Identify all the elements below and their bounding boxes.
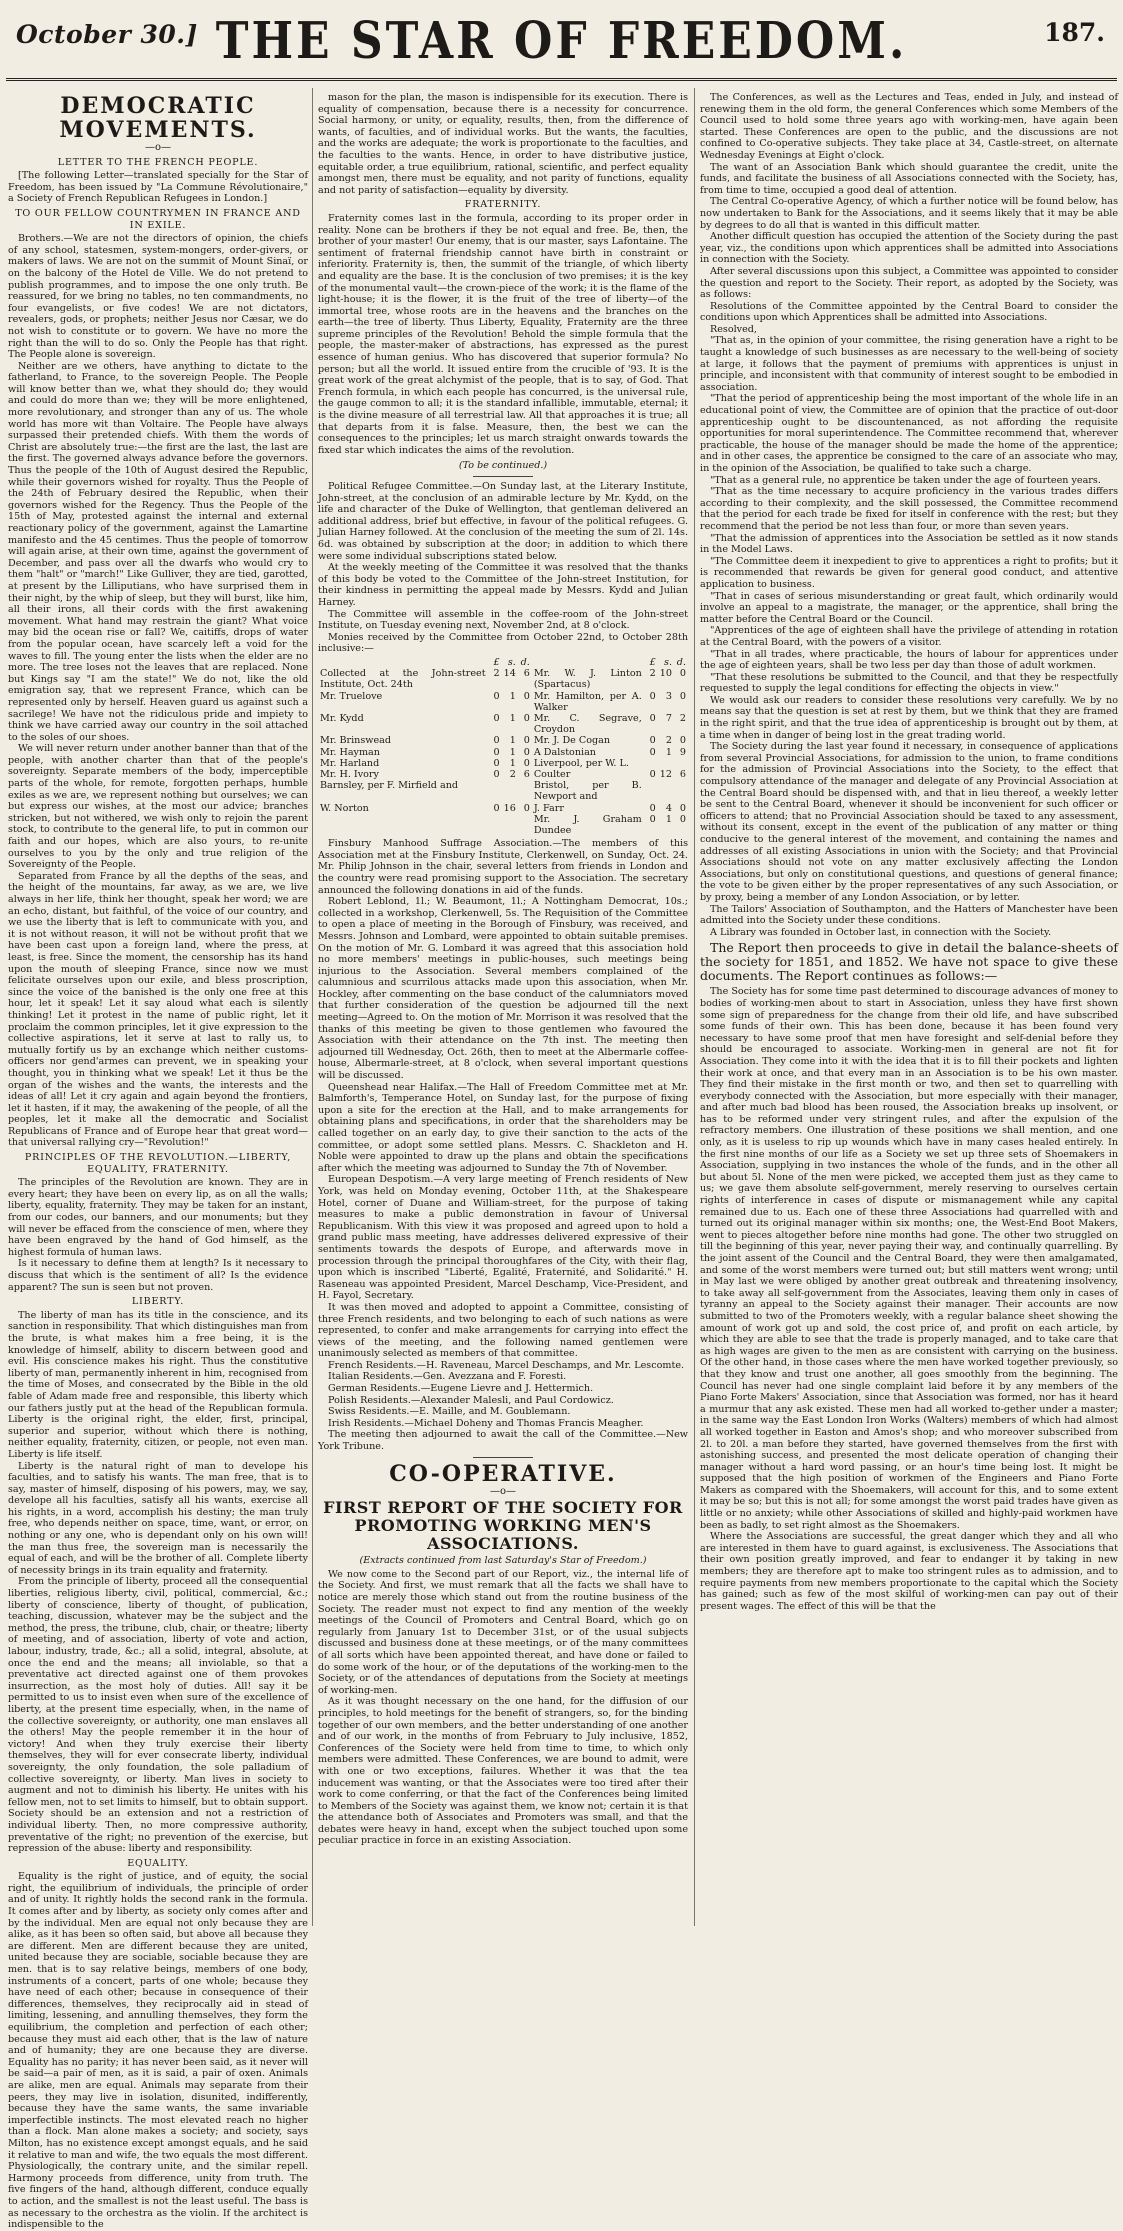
currency-pence: d. <box>676 656 686 668</box>
table-cell-amount: 0 <box>649 690 656 702</box>
table-cell-name: A Dalstonian <box>533 746 596 758</box>
table-row <box>318 735 688 746</box>
table-row <box>318 691 688 713</box>
paragraph: The Society has for some time past determined to discourage advances of money to bodies of working-men about to start in Association, unless they have first shown some sign of preparedness for the change from their old life, and have subscribed some funds of their own. This has been done, because it has been found very necessary to have some proof that men have foresight and self-denial before they should be encouraged to associate. Working-men in general are not fit for Association. They come into it with the idea that it is to fill their pockets and lighten their work at once, and that every man in an Association is to be his own master. They find their mistake in the first month or two, and then set to quarrelling with everybody connected with the Association, but more especially with their manager, and after much bad blood has been roused, the Association breaks up insolvent, or has to be reformed under very stringent rules, and after the expulsion of the refractory members. One illustration of these positions we shall mention, and one only, as it is useless to rip up wounds which have in many cases healed entirely. In the first nine months of our life as a Society we set up three sets of Shoemakers in Association, supplying in two instances the whole of the funds, and in the other all but about 5l. None of the men were picked, we accepted them just as they came to us; we gave them absolute self-government, merely reserving to ourselves certain rights of interference in cases of dispute or mismanagement while any capital remained due to us. Each one of these three Associations had quarrelled with and turned out its original manager within six months; one, the West-End Boot Makers, went to pieces altogether before nine months had gone. The other two struggled on till the beginning of this year, never paying their way, and continually quarrelling. By the joint assent of the Council and the Central Board, they were then amalgamated, and some of the worst members were turned out; but still matters went wrong; until in May last we were obliged by another great outbreak and threatening insolvency, to take away all self-government from the Associates, leaving them only in cases of tyranny an appeal to the Society against their manager. Their accounts are now submitted to two of the Promoters weekly, with a regular balance sheet showing the amount of work got up and sold, the cost price of, and profit on each article, by which they are able to see that the trade is properly managed, and to take care that as high wages are given to the men as are consistent with carrying on the business. Of the other hand, in those cases where the men have worked together previously, so that they know and trust one another, all goes smoothly from the beginning. The Council has never had one single complaint laid before it by any members of the Piano Forte Makers' Association, since that Association was formed, nor has it heard a murmur that any ask existed. These men had all worked to-gether under a master; in the same way the East London Iron Works (Walters) members of which had almost all worked together in Easton and Amos's shop; and who moreover subscribed from 2l. to 20l. a man before they started, have governed themselves from the first with astonishing success, and presented the most delicate operation of changing their manager without a hard word passing, or an hour's time being lost. It might be supposed that the high position of workmen of the Engineers and Piano Forte Makers as compared with the Shoemakers, will account for this, and to some extent it may be so; but this is not all; for some amongst the worst paid trades have given as little or no anxiety; while other Associations of skilled and highly-paid workmen have been as badly, to set right almost as the Shoemakers. <box>700 986 1118 1531</box>
table-cell-amount <box>644 780 658 802</box>
paragraph: mason for the plan, the mason is indispensible for its execution. There is equality of compensation, because there is a necessity for concurrence. Social harmony, or unity, or equality, results, then, from the difference of wants, of faculties, and of individual works. But the wants, the faculties, and the works are adequate; the work is proportionate to the faculties, and the faculties to the wants. Hence, in order to have distributive justice, equitable order, a true equilibrium, rational, scientific, and perfect equality amongst men, there must be equality, and not parity of functions, equality and not parity of satisfaction—equality by diversity. <box>318 92 688 196</box>
table-cell-amount: 0 <box>679 668 686 680</box>
table-cell-amount: 0 <box>679 690 686 702</box>
salutation: TO OUR FELLOW COUNTRYMEN IN FRANCE AND IN EXILE. <box>15 207 301 231</box>
table-cell-amount: 3 <box>665 690 672 702</box>
table-cell-amount: 0 <box>649 746 656 758</box>
currency-shillings: s. <box>507 656 516 668</box>
table-row <box>318 668 688 690</box>
table-cell-amount: 14 <box>503 668 516 680</box>
subheading: FRATERNITY. <box>464 199 542 211</box>
column-3 <box>700 92 1118 1926</box>
paragraph: The want of an Association Bank which should guarantee the credit, unite the funds, and facilitate the business of all Associations connected with the Society, has, from time to time, occupied a good deal of attention. <box>700 161 1118 196</box>
table-row <box>318 780 688 802</box>
paragraph: We would ask our readers to consider these resolutions very carefully. We by no means say that the question is set at rest by them, but we think that they are framed in the right spirit, and that the true idea of apprenticeship is brought out by them, at a time when in danger of being lost in the great trading world. <box>700 694 1118 741</box>
paragraph: Italian Residents.—Gen. Avezzana and F. Foresti. <box>328 1371 567 1383</box>
table-row <box>318 769 688 780</box>
table-cell-amount: 6 <box>679 768 686 780</box>
table-cell-amount: 0 <box>493 768 500 780</box>
table-cell-amount: 0 <box>523 712 530 724</box>
table-cell-amount: 0 <box>523 735 530 747</box>
table-cell-amount <box>488 780 502 802</box>
table-cell-name: W. Norton <box>320 802 369 814</box>
table-cell-name: Mr. W. J. Linton (Spartacus) <box>533 668 642 691</box>
table-cell-amount: 16 <box>503 802 516 814</box>
paragraph: It was then moved and adopted to appoint a Committee, consisting of three French residents, and two belonging to each of such nations as were represented, to confer and make arrangements for carrying into effect the views of the meeting, and the following named gentlemen were unanimously selected as members of that committee. <box>318 1301 688 1360</box>
table-cell-amount <box>658 758 674 769</box>
table-cell-amount: 0 <box>493 690 500 702</box>
table-cell-amount: 0 <box>679 813 686 825</box>
paragraph: Queenshead near Halifax.—The Hall of Freedom Committee met at Mr. Balmforth's, Temperance Hotel, on Sunday last, for the purpose of fixing upon a site for the erection at the Hall, and to make arrangements for obtaining plans and specifications, in order that the shareholders may be called together on an early day, to give their sanction to the acts of the committee, or adopt some settled plans. Messrs. C. Shackleton and H. Noble were appointed to draw up the plans and obtain the specifications after which the meeting was adjourned to Sunday the 7th of November. <box>318 1081 688 1174</box>
paragraph: Where the Associations are successful, the great danger which they and all who are interested in them have to guard against, is exclusiveness. The Associations that their own position greatly improved, and fear to endanger it by taking in new members; they are therefore apt to make too stringent rules as to admission, and to require payments from new members proportionate to the capital which the Society has gained; such as few of the most skilful of working-men can pay out of their present wages. The effect of this will be that the <box>700 1531 1118 1612</box>
subheading: LIBERTY. <box>131 1296 185 1308</box>
paragraph: The Committee will assemble in the coffee-room of the John-street Institute, on Tuesday evening next, November 2nd, at 8 o'clock. <box>318 608 688 632</box>
table-cell-name: Mr. Harland <box>320 757 380 769</box>
paragraph: Resolved, <box>710 323 757 335</box>
currency-shillings: s. <box>664 656 672 668</box>
paragraph: French Residents.—H. Raveneau, Marcel Deschamps, and Mr. Lescomte. <box>328 1359 685 1371</box>
paragraph: The liberty of man has its title in the conscience, and its sanction in responsibility. That which distinguishes man from the brute, is what makes him a free being, it is the knowledge of himself, ability to discern between good and evil. His conscience makes his right. Thus the constitutive liberty of man, permanently inherent in him, recognised from the time of Moses, and consecrated by the Bible in the old fable of Adam made free and responsible, this liberty which our fathers justly put at the head of the Republican formula. Liberty is the original right, the elder, first, principal, superior and superior, without which there is nothing, neither equality, fraternity, citizen, or people, not even man. Liberty is life itself. <box>8 1309 308 1460</box>
column-divider <box>694 88 695 1926</box>
table-cell-amount: 4 <box>665 802 672 814</box>
table-header-row <box>318 657 688 668</box>
article-intro: [The following Letter—translated specially for the Star of Freedom, has been issued by "La Commune Révolutionaire," a Society of French Republican Refugees in London.] <box>8 170 308 205</box>
table-cell-name: Mr. Hamilton, per A. Walker <box>533 690 642 713</box>
paragraph: Another difficult question has occupied the attention of the Society during the past year, viz., the conditions upon which apprentices shall be admitted into Associations in connection with the Society. <box>700 231 1118 266</box>
paragraph: We now come to the Second part of our Report, viz., the internal life of the Society. And first, we must remark that all the facts we shall have to notice are merely those which stand out from the routine business of the Society. The reader must not expect to find any mention of the weekly meetings of the Council of Promoters and Central Board, which go on regularly from January 1st to December 31st, or of the usual subjects discussed and business done at these meetings, or of the many committees of all sorts which have been appointed thereat, and have done or failed to do some work of the hour, or of the deputations of the working-men to the Society, or of the attendances of deputations from the Society at meetings of working-men. <box>318 1568 688 1696</box>
table-row <box>318 713 688 735</box>
table-cell-name: Bristol, per B. Newport and <box>533 780 642 803</box>
paragraph: "That in cases of serious misunderstanding or great fault, which ordinarily would involve an appeal to a magistrate, the manager, or the apprentice, shall bring the matter before the Central Board or the Council. <box>700 590 1118 625</box>
paragraph: From the principle of liberty, proceed all the consequential liberties, religious liberty, civil, political, commercial, &c.; liberty of conscience, liberty of thought, of publication, teaching, discussion, whatever may be the subject and the method, the press, the tribune, club, chair, or theatre; liberty of meeting, and of association, liberty of vote and action, labour, industry, trade, &c.; all a solid, integral, absolute, at once the end and the means; all inviolable, so that a preventative act directed against one of them provokes insurrection, as the most holy of duties. All! say it be permitted to us to insist even when sure of the excellence of liberty, at the present time especially, when, in the name of the collective sovereignty, or authority, one man enslaves all the others! May the people remember it in the hour of victory! And when they truly exercise their liberty themselves, they will for ever consecrate liberty, individual sovereignty, the only foundation, the sole palladium of collective sovereignty, or liberty. Man lives in society to augment and not to diminish his liberty. He unites with his fellow men, not to set limits to himself, but to obtain support. Society should be an extension and not a restriction of individual liberty. Then, no more compressive authority, preventative of the right; no prevention of the exercise, but repression of the abuse: liberty and responsibility. <box>8 1576 308 1855</box>
paragraph: Monies received by the Committee from October 22nd, to October 28th inclusive:— <box>318 631 688 655</box>
table-cell-name: Mr. J. Graham Dundee <box>533 813 642 836</box>
table-cell-name <box>318 814 488 836</box>
table-cell-amount: 7 <box>665 712 672 724</box>
large-type-paragraph: The Report then proceeds to give in detail the balance-sheets of the society for 1851, and 1852. We have not space to give these documents. The Report continues as follows:— <box>700 940 1118 984</box>
table-cell-name: Barnsley, per F. Mirfield and <box>320 780 459 792</box>
table-cell-amount: 0 <box>649 768 656 780</box>
report-source: (Extracts continued from last Saturday's Star of Freedom.) <box>359 1555 647 1567</box>
table-cell-amount: 1 <box>509 735 516 747</box>
table-cell-amount: 0 <box>493 712 500 724</box>
table-body <box>318 668 688 836</box>
table-cell-amount: 6 <box>523 768 530 780</box>
paragraph: European Despotism.—A very large meeting of French residents of New York, was held on Monday evening, October 11th, at the Shakespeare Hotel, corner of Duane and William-street, for the purpose of taking measures to make a public demonstration in favour of Universal Republicanism. With this view it was proposed and agreed upon to hold a grand public mass meeting, have addresses delivered expressive of their sentiments towards the despots of Europe, and afterwards move in procession through the principal thoroughfares of the City, with their flag, upon which is inscribed "Liberté, Egalité, Fraternité, and Solidarité." H. Raseneau was appointed President, Marcel Deschamp, Vice-President, and H. Fayol, Secretary. <box>318 1174 688 1302</box>
column-2 <box>318 92 688 1926</box>
paragraph: The Society during the last year found it necessary, in consequence of applications from several Provincial Associations, for admission to the union, to frame conditions for the admission of Provincial Associations into the Society, to the effect that compulsory attendance of the manager and delegate of any Provincial Association at the Central Board should be dispensed with, and that in lieu thereof, a weekly letter be sent to the Central Board, whenever it should be inconvenient for such officer or officers to attend; that no Provincial Association should be taxed to any assessment, without its consent, except in the event of the publication of any matter or thing conducive to the general interest of the movement, and containing the names and addresses of all existing Associations in union with the Society; and that Provincial Associations should not vote on any matter exclusively affecting the London Associations, but only on constitutional questions, and questions of general finance; the vote to be given either by the proper representatives of any such Association, or by proxy, being a member of any London Association, or by letter. <box>700 741 1118 903</box>
table-cell-amount: 0 <box>493 735 500 747</box>
table-cell-amount: 12 <box>659 768 672 780</box>
table-cell-amount: 0 <box>523 757 530 769</box>
table-cell-amount: 0 <box>649 802 656 814</box>
table-cell-amount: 2 <box>493 668 500 680</box>
paragraph: The Central Co-operative Agency, of which a further notice will be found below, has now undertaken to Bank for the Associations, and it seems likely that it may be able by degrees to do all that is wanted in this difficult matter. <box>700 196 1118 231</box>
table-cell-name: Mr. Hayman <box>320 746 380 758</box>
page-number: 187. <box>1044 18 1105 47</box>
paragraph: "That as the time necessary to acquire proficiency in the various trades differs according to their complexity, and the skill possessed, the Committee recommend that the period for each trade be fixed for itself in conference with the rest; but they recommend that the period be not less than four, or more than seven years. <box>700 486 1118 532</box>
table-cell-name: Mr. C. Segrave, Croydon <box>533 712 642 736</box>
table-cell-name: Mr. Truelove <box>320 690 383 702</box>
table-cell-amount <box>644 758 658 769</box>
table-cell-amount: 0 <box>493 757 500 769</box>
ornament: —o— <box>144 142 172 153</box>
table-cell-amount: 1 <box>665 746 672 758</box>
table-cell-name: Mr. H. Ivory <box>320 768 379 780</box>
currency-pounds: £ <box>493 656 500 668</box>
table-cell-amount <box>674 780 688 802</box>
table-cell-amount: 0 <box>523 746 530 758</box>
subheading: PRINCIPLES OF THE REVOLUTION.—LIBERTY, EQUALITY, FRATERNITY. <box>24 1152 292 1175</box>
table-cell-amount: 0 <box>649 712 656 724</box>
table-cell-name: Coulter <box>533 768 571 780</box>
paragraph: Is it necessary to define them at length? Is it necessary to discuss that which is the sentiment of all? Is the evidence apparent? The sun is seen but not proven. <box>8 1258 308 1293</box>
table-cell-amount: 0 <box>679 802 686 814</box>
paragraph: Brothers.—We are not the directors of opinion, the chiefs of any school, statesmen, system-mongers, order-givers, or makers of laws. We are not on the summit of Mount Sinaï, or on the balcony of the Hotel de Ville. We do not pretend to publish programmes, and to impose the one only truth. Be reassured, for we bring no tables, no ten commandments, no four evangelists, or five codes! We are not dictators, revealers, gods, or prophets; neither Jesus nor Cæsar, we do not wish to constitute or to govern. We have no more the right than the will to do so. Only the People has that right. The People alone is sovereign. <box>8 233 308 361</box>
table-cell-name: Mr. Kydd <box>320 712 364 724</box>
paragraph: Irish Residents.—Michael Doheny and Thomas Francis Meagher. <box>328 1417 644 1429</box>
table-cell-amount: 0 <box>493 746 500 758</box>
continued-note: (To be continued.) <box>458 460 548 472</box>
table-cell-amount: 9 <box>679 746 686 758</box>
paragraph: Resolutions of the Committee appointed by the Central Board to consider the conditions upon which Apprentices shall be admitted into Associations. <box>700 300 1118 324</box>
table-cell-amount <box>502 780 518 802</box>
table-cell-amount: 6 <box>523 668 530 680</box>
newspaper-title: THE STAR OF FREEDOM. <box>215 12 908 71</box>
paragraph: A Library was founded in October last, in connection with the Society. <box>710 926 1052 938</box>
table-cell-amount <box>518 780 532 802</box>
ornament: —o— <box>489 1485 517 1497</box>
paragraph: The Conferences, as well as the Lectures and Teas, ended in July, and instead of renewing them in the old form, the general Conferences which some Members of the Council used to hold some three years ago with working-men, have again been started. These Conferences are open to the public, and the discussions are not confined to Co-operative subjects. They take place at 34, Castle-street, on alternate Wednesday Evenings at Eight o'clock. <box>700 92 1118 161</box>
table-cell-amount: 0 <box>523 802 530 814</box>
table-cell-amount: 2 <box>679 712 686 724</box>
paragraph: "That as, in the opinion of your committee, the rising generation have a right to be taught a knowledge of such businesses as are necessary to the well-being of society at large, it follows that the payment of premiums with apprentices is unjust in principle, and inconsistent with that community of interest sought to be embodied in association. <box>700 335 1118 393</box>
currency-pence: d. <box>520 656 530 668</box>
table-cell-amount: 0 <box>649 813 656 825</box>
table-row <box>318 803 688 814</box>
paragraph: "That as a general rule, no apprentice be taken under the age of fourteen years. <box>710 474 1101 486</box>
paragraph-group <box>700 92 1118 938</box>
table-cell-amount <box>502 814 518 836</box>
paragraph: Neither are we others, have anything to dictate to the fatherland, to France, to the sovereign People. The People will know better than we, what they should do; they would and could do more than we; they will be more enlightened, more revolutionary, and stronger than any of us. The whole world has more wit than Voltaire. The People have always surpassed their pretended chiefs. With them the words of Christ are absolutely true:—the first are the last, the last are the first. The governed always advance before the governors. Thus the people of the 10th of August desired the Republic, while their governors wished for royalty. Thus the People of the 24th of February desired the Republic, when their governors wished for the Regency. Thus the People of the 15th of May, protested against the internal and external reactionary policy of the government, against the Lamartine manifesto and the 45 centimes. Thus the people of tomorrow will again arise, at their own time, against the government of December, and pass over all the dwarfs who would cry to them "halt" or "march!" Like Gulliver, they are tied, garotted, at present by the Lilliputians, who have surprised them in their night, by the whip of sleep, but they will burst, like him, all their irons, all their cords with the first awakening movement. What hand may restrain the giant? What voice may bid the ocean rise or fall? We, caitiffs, drops of water from the popular ocean, have scarcely left a void for the waves to fill. The young enter the lists when the elder are no more. The tree loses not the leaves that are replaced. None but Kings say "I am the state!" We do not, like the old emigration say, that we represent France, which can be represented only by herself. Heaven guard us against such a sacrilege! We have not the ridiculous pride and impiety to think we have carried away our country in the soil attached to the soles of our shoes. <box>8 360 308 743</box>
table-row <box>318 758 688 769</box>
table-cell-amount: 1 <box>509 712 516 724</box>
masthead <box>0 0 1123 88</box>
paragraph: Finsbury Manhood Suffrage Association.—The members of this Association met at the Finsbury Institute, Clerkenwell, on Sunday, Oct. 24. Mr. Philip Johnson in the chair, several letters from friends in London and the country were read promising support to the Association. The secretary announced the following donations in aid of the funds. <box>318 838 688 896</box>
masthead-rule <box>6 78 1117 81</box>
table-row <box>318 747 688 758</box>
table-cell-amount: 0 <box>523 690 530 702</box>
paragraph: "That the admission of apprentices into the Association be settled as it now stands in the Model Laws. <box>700 532 1118 556</box>
table-cell-amount: 0 <box>649 735 656 747</box>
currency-pounds: £ <box>649 656 656 668</box>
report-title: FIRST REPORT OF THE SOCIETY FOR PROMOTING WORKING MEN'S ASSOCIATIONS. <box>323 1498 683 1554</box>
divider <box>473 476 533 477</box>
table-cell-amount: 0 <box>679 735 686 747</box>
paragraph: Equality is the right of justice, and of equity, the social right, the equilibrium of individuals, the principle of order and of unity. It rightly holds the second rank in the formula. It comes after and by liberty, as society only comes after and by the individual. Men are equal not only because they are alike, as it has been so often said, but above all because they are different. Men are different because they are united, united because they are sociable, sociable because they are men. that is to say relative beings, members of one body, instruments of a concert, parts of one whole; because they have need of each other; because in consequence of their differences, themselves, they reciprocally aid in stead of limiting, lessening, and annulling themselves, they form the equilibrium, the completion and perfection of each other; because they must aid each other, that is the law of nature and of humanity; they are one because they are diverse. Equality has no parity; it has never been said, as it never will be said—a pair of men, as it is said, a pair of oxen. Animals are alike, men are equal. Animals may separate from their peers, they may live in isolation, disunited, indifferently, because they have the same wants, the same invariable imperfectible instincts. The most elevated reach no higher than a flock. Man alone makes a society; and society, says Milton, has no existence except amongst equals, and he said it relative to man and wife, the two equals the most different. Physiologically, the contrary unite, and the similar repell. Harmony proceeds from difference, unity from truth. The five fingers of the hand, although different, conduce equally to action, and the smallest is not the least useful. The bass is as necessary to the orchestra as the violin. If the architect is indispensible to the <box>8 1871 308 2231</box>
paragraph: Robert Leblond, 1l.; W. Beaumont, 1l.; A Nottingham Democrat, 10s.; collected in a workshop, Clerkenwell, 5s. The Requisition of the Committee to open a place of meeting in the Borough of Finsbury, was received, and Messrs. Johnson and Lombard, were appointed to obtain suitable premises. On the motion of Mr. G. Lombard it was agreed that this association hold no more members' meetings in public-houses, such meetings being injurious to the Association. Several members complained of the calumnious and scurrilous attacks made upon this association, when Mr. Hockley, after commenting on the base conduct of the calumniators moved that further consideration of the question be adjourned till the next meeting—Agreed to. On the motion of Mr. Morrison it was resolved that the thanks of this meeting be given to those gentlemen who favoured the Association with their attendance on the 7th inst. The meeting then adjourned till Wednesday, Oct. 26th, then to meet at the Albermarle coffee-house, Albermarle-street, at 8 o'clock, when several important questions will be discussed. <box>318 896 688 1082</box>
issue-date: October 30.] <box>16 20 198 49</box>
table-cell-amount: 2 <box>509 768 516 780</box>
table-cell-amount: 1 <box>509 757 516 769</box>
table-cell-amount <box>674 758 688 769</box>
paragraph: "Apprentices of the age of eighteen shall have the privilege of attending in rotation at the Central Board, with the powers of a visitor. <box>700 625 1118 648</box>
paragraph: "That the period of apprenticeship being the most important of the whole life in an educational point of view, the Committee are of opinion that the practice of out-door apprenticeship ought to be discountenanced, as not affording the requisite opportunities for moral superintendence. The Committee recommend that, wherever practicable, the house of the manager should be made the home of the apprentice; and in other cases, the apprentice be consigned to the care of an associate who may, in the opinion of the Association, be qualified to take such a charge. <box>700 393 1118 474</box>
paragraph: The meeting then adjourned to await the call of the Committee.—New York Tribune. <box>318 1429 688 1453</box>
paragraph: "That these resolutions be submitted to the Council, and that they be respectfully requested to supply the legal conditions for effecting the objects in view." <box>700 671 1118 695</box>
paragraph: Liberty is the natural right of man to develope his faculties, and to satisfy his wants. The man free, that is to say, master of himself, disposing of his powers, may, we say, develope all his faculties, satisfy all his wants, exercise all his rights, in a word, accomplish his destiny; the man truly free, who depends neither on space, time, want, or error, on nothing or any one, who is dependant only on his own will! the man thus free, the sovereign man is necessarily the equal of each, and will be the brother of all. Complete liberty of necessity brings in its train equality and fraternity. <box>8 1460 308 1576</box>
table-cell-amount <box>518 814 532 836</box>
table-cell-amount: 1 <box>509 746 516 758</box>
table-row <box>318 814 688 836</box>
column-divider <box>312 88 313 1926</box>
table-cell-amount: 2 <box>665 735 672 747</box>
paragraph: The Tailors' Association of Southampton, and the Hatters of Manchester have been admitted into the Society under these conditions. <box>700 903 1118 927</box>
table-cell-name: Liverpool, per W. L. <box>533 757 629 769</box>
section-title: CO-OPERATIVE. <box>389 1460 617 1487</box>
paragraph: Separated from France by all the depths of the seas, and the height of the mountains, far away, as we are, we live always in her life, think her thought, speak her word; we are an echo, distant, but faithful, of the voice of our country, and we use the liberty that is left to communicate with you, and it is not without reason, it will not be without profit that we have been cast upon a foreign land, where the press, at least, is free. Since the moment, the censorship has its hand upon the mouth of sleeping France, since now we must felicitate ourselves upon our exile, and bless proscription, since the voice of the banished is the only one free at this hour, let it speak! Let it say aloud what each is silently thinking! Let it protest in the name of public right, let it proclaim the common principles, let it give expression to the collective aspirations, let it serve at last to rally us, to mutually fortify us by an exchange which neither customs-officers nor gend'armes can prevent, we in speaking your thought, you in thinking what we speak! Let it thus be the organ of the wishes and the wants, the interests and the ideas of all! Let it cry again and again beyond the frontiers, let it hasten, if it may, the awakening of the people, of all the peoples, let it make all the democratic and Socialist Republicans of France and of Europe hear that great word—that universal rallying cry—"Revolution!" <box>8 870 308 1149</box>
table-cell-amount: 2 <box>649 668 656 680</box>
table-cell-amount <box>658 780 674 802</box>
paragraph: At the weekly meeting of the Committee it was resolved that the thanks of this body be voted to the Committee of the John-street Institution, for their kindness in permitting the appeal made by Messrs. Kydd and Julian Harney. <box>318 562 688 608</box>
table-cell-amount: 1 <box>665 813 672 825</box>
subheading: EQUALITY. <box>127 1857 189 1869</box>
table-cell-amount: 0 <box>493 802 500 814</box>
divider <box>473 1457 533 1458</box>
section-title: DEMOCRATIC MOVEMENTS. <box>59 93 257 143</box>
table-cell-amount: 1 <box>509 690 516 702</box>
column-1 <box>8 92 308 2231</box>
paragraph: Political Refugee Committee.—On Sunday last, at the Literary Institute, John-street, at the conclusion of an admirable lecture by Mr. Kydd, on the life and character of the Duke of Wellington, that gentleman delivered an additional address, brief but effective, in favour of the political refugees. G. Julian Harney followed. At the conclusion of the meeting the sum of 2l. 14s. 6d. was obtained by subscription at the door; in addition to which there were some individual subscriptions stated below. <box>318 481 688 562</box>
paragraph: "The Committee deem it inexpedient to give to apprentices a right to profits; but it is recommended that rewards be given for general good conduct, and attentive application to business. <box>700 555 1118 590</box>
article-heading: LETTER TO THE FRENCH PEOPLE. <box>57 156 259 168</box>
subscriptions-table <box>318 657 688 836</box>
paragraph: We will never return under another banner than that of the people, with another charter than that of the people's sovereignty. Separate members of the body, imperceptible parts of the whole, for remote, forgotten perhaps, humble exiles as we are, we represent nothing but ourselves; we can but express our wishes, at the most our advice; branches stricken, but not withered, we wish only to rejoin the parent stock, to contribute to the general life, to put in common our faith and our hopes, which are also yours, to re-unite ourselves to you by the only and true religion of the Sovereignty of the People. <box>8 743 308 871</box>
table-cell-amount <box>488 814 502 836</box>
table-cell-name: Mr. J. De Cogan <box>533 735 611 747</box>
paragraph: Fraternity comes last in the formula, according to its proper order in reality. None can be brothers if they be not equal and free. Be, then, the brother of your master! Our enemy, that is our master, says Lafontaine. The sentiment of fraternal friendship cannot have birth in constraint or inferiority. Fraternity is, then, the summit of the triangle, of which liberty and equality are the base. It is the conclusion of two premises; it is the key of the monumental vault—the crown-piece of the work; it is the flame of the light-house; it is the flower, it is the fruit of the tree of liberty—of the immortal tree, whose roots are in the heavens and the branches on the earth—the tree of liberty. Thus Liberty, Equality, Fraternity are the three supreme principles of the Revolution! Behold the simple formula that the people, the master-maker of abstractions, has expressed as the purest essence of human genius. Who has discovered that superior formula? No person; but all the world. It issued entire from the crucible of '93. It is the great work of the great alchymist of the people, that is to say, of God. That French formula, in which each people has concurred, is the universal rule, the gauge common to all; it is the standard infallible, immutable, eternal; it is the divine measure of all terrestrial law. All that approaches it is true; all that departs from it is false. Measure, then, the best we can the consequences to the principles; let us march straight onwards towards the fixed star which indicates the aims of the revolution. <box>318 212 688 456</box>
paragraph: "That in all trades, where practicable, the hours of labour for apprentices under the age of eighteen years, shall be two less per day than those of adult workmen. <box>700 648 1118 672</box>
paragraph: Polish Residents.—Alexander Malesli, and Paul Cordowicz. <box>328 1394 614 1406</box>
paragraph: After several discussions upon this subject, a Committee was appointed to consider the question and report to the Society. Their report, as adopted by the Society, was as follows: <box>700 265 1118 301</box>
paragraph: German Residents.—Eugene Lievre and J. Hettermich. <box>328 1383 594 1395</box>
table-cell-name: Mr. Brinswead <box>320 735 392 747</box>
paragraph: The principles of the Revolution are known. They are in every heart; they have been on every lip, as on all the walls; liberty, equality, fraternity. They may be taken for an instant, from our codes, our banners, and our monuments; but they will never be effaced from the conscience of men, where they have been engraved by the hand of God himself, as the highest formula of human laws. <box>8 1177 308 1258</box>
paragraph: As it was thought necessary on the one hand, for the diffusion of our principles, to hold meetings for the benefit of strangers, so, for the binding together of our own members, and the better understanding of one another and of our work, in the months of from February to July inclusive, 1852, Conferences of the Society were held from time to time, to which only members were admitted. These Conferences, we are bound to admit, were with one or two exceptions, failures. Whether it was that the tea inducement was wanting, or that the Associates were too tired after their work to come conferring, or that the fact of the Conferences being limited to Members of the Society was against them, we know not; certain it is that the attendance both of Associates and Promoters was small, and that the debates were heavy in hand, except when the subject touched upon some peculiar practice in force in an existing Association. <box>318 1696 688 1847</box>
table-cell-amount: 10 <box>659 668 672 680</box>
table-cell-name: Collected at the John-street Institute, Oct. 24th <box>320 668 486 691</box>
table-cell-name: J. Farr <box>533 802 564 814</box>
paragraph: Swiss Residents.—E. Maille, and M. Goublemann. <box>328 1406 571 1418</box>
